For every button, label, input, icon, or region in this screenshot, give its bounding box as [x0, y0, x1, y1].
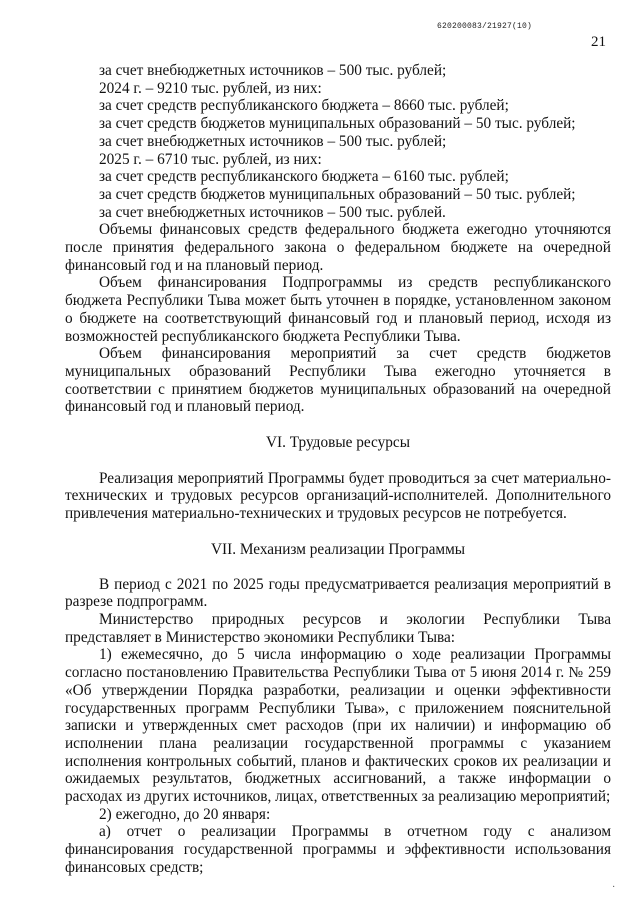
funding-line: за счет средств республиканского бюджета – 8660 тыс. рублей;: [99, 97, 509, 115]
funding-line: за счет внебюджетных источников – 500 тыс. рублей;: [99, 132, 447, 150]
list-item-monthly-report: 1) ежемесячно, до 5 числа информацию о ходе реализации Программы согласно постановлению Правительства Республики Тыва от 5 июня 2014 г. № 259 «Об утверждении Порядка разработки, реализации и оценки эффективности государственных программ Республики Тыва», с приложением пояснительной записки и утвержденных смет расходов (при их наличии) и информацию об исполнении плана реализации государственной программы с указанием исполнения контрольных событий, планов и фактических сроков их реализации и ожидаемых результатов, бюджетных ассигнований, а также информации о расходах из других источников, лицах, ответственных за реализацию мероприятий;: [65, 646, 611, 806]
section-heading-labor-resources: VI. Трудовые ресурсы: [266, 434, 410, 452]
section-heading-implementation: VII. Механизм реализации Программы: [210, 540, 466, 558]
document-body: [65, 62, 611, 877]
paragraph-municipal-budget: Объем финансирования мероприятий за счет средств бюджетов муниципальных образований Республики Тыва ежегодно уточняется в соответствии с принятием бюджетов муниципальных образований на очередной финансовый год и плановый период.: [65, 345, 611, 416]
paragraph-ministry-reports: Министерство природных ресурсов и экологии Республики Тыва представляет в Министерство экономики Республики Тыва:: [65, 610, 611, 646]
funding-line: за счет внебюджетных источников – 500 тыс. рублей;: [99, 62, 447, 79]
paragraph-federal-budget: Объемы финансовых средств федерального бюджета ежегодно уточняются после принятия федерального закона о федеральном бюджете на очередной финансовый год и на плановый период.: [65, 221, 611, 274]
scan-mark: ·: [612, 882, 616, 893]
funding-line: за счет внебюджетных источников – 500 тыс. рублей.: [99, 203, 446, 221]
document-code: 620200083/21927(10): [437, 22, 533, 31]
funding-line: за счет средств бюджетов муниципальных образований – 50 тыс. рублей;: [99, 115, 576, 133]
list-item-annual-report: 2) ежегодно, до 20 января:: [99, 805, 271, 823]
funding-line: за счет средств республиканского бюджета – 6160 тыс. рублей;: [99, 168, 509, 186]
page-number: 21: [591, 34, 606, 50]
funding-line: за счет средств бюджетов муниципальных образований – 50 тыс. рублей;: [99, 185, 576, 203]
paragraph-labor-resources: Реализация мероприятий Программы будет проводиться за счет материально-технических и трудовых ресурсов организаций-исполнителей. Дополнительного привлечения материально-технических и трудовых ресурсов не потребуется.: [65, 469, 611, 523]
paragraph-implementation-period: В период с 2021 по 2025 годы предусматривается реализация мероприятий в разрезе подпрограмм.: [65, 575, 611, 611]
funding-line: 2025 г. – 6710 тыс. рублей, из них:: [99, 150, 322, 168]
funding-line: 2024 г. – 9210 тыс. рублей, из них:: [99, 79, 322, 97]
paragraph-republican-budget: Объем финансирования Подпрограммы из средств республиканского бюджета Республики Тыва может быть уточнен в порядке, установленном законом о бюджете на соответствующий финансовый год и плановый период, исходя из возможностей республиканского бюджета Республики Тыва.: [65, 274, 611, 345]
list-item-annual-report-a: а) отчет о реализации Программы в отчетном году с анализом финансирования государственной программы и эффективности использования финансовых средств;: [65, 823, 611, 876]
